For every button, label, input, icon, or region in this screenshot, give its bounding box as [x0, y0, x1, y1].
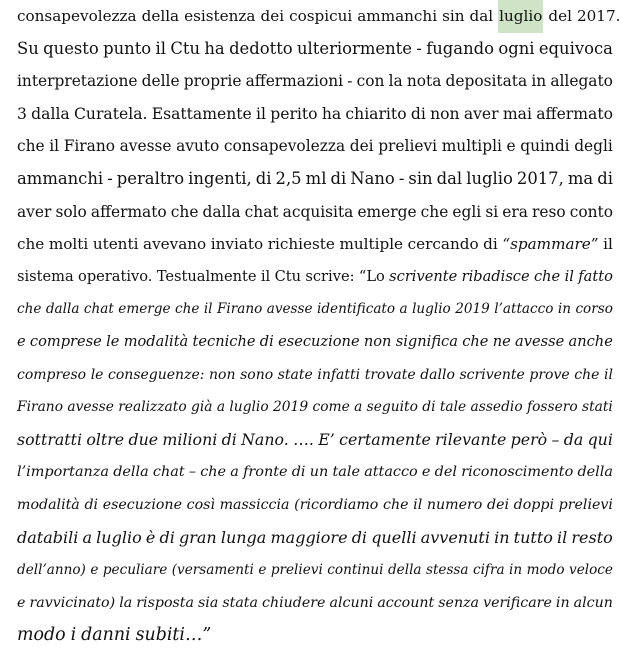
word: prelievi: [270, 562, 323, 579]
word: ingenti,: [188, 168, 252, 188]
word: 3: [17, 104, 27, 123]
word: (ricordiamo: [294, 496, 379, 513]
word: e: [258, 562, 267, 579]
word: il: [203, 301, 213, 318]
word: qui: [587, 429, 613, 449]
word: riconoscimento: [461, 464, 574, 481]
word: attacco: [364, 464, 418, 481]
word: tale: [332, 464, 360, 481]
word: di: [255, 168, 272, 188]
text-line: [17, 489, 613, 522]
word: 2,5: [275, 168, 302, 188]
word: modo: [17, 625, 66, 646]
word: è: [145, 527, 156, 547]
word: affermazioni: [245, 72, 344, 91]
word: ha: [321, 104, 342, 123]
word: utenti: [92, 235, 139, 254]
word: esecuzione: [278, 332, 360, 350]
word: di: [84, 496, 99, 513]
word: databili: [17, 527, 79, 547]
word: che: [383, 496, 409, 513]
word: perito: [270, 104, 318, 123]
word: il: [604, 366, 613, 383]
word: il: [564, 267, 574, 285]
word: verificare: [483, 594, 552, 611]
highlighted-word: luglio: [498, 0, 543, 33]
word: un: [309, 464, 329, 481]
word: la: [119, 594, 133, 611]
word: Nano: [350, 168, 395, 188]
word: seguito: [366, 399, 418, 416]
word: multiple: [339, 235, 404, 254]
word: peculiare: [102, 562, 168, 579]
word: Esattamente: [151, 104, 252, 123]
word: dei: [260, 7, 285, 25]
word: “Lo: [358, 267, 385, 285]
word: quindi: [520, 137, 570, 156]
word: chat: [83, 301, 114, 318]
word: esecuzione: [102, 496, 182, 513]
word: trovate: [364, 366, 416, 383]
word: affermato: [536, 104, 613, 123]
text-line: [17, 261, 613, 294]
word: solo: [55, 202, 87, 221]
word: Firano: [63, 137, 115, 156]
word: oltre: [86, 429, 125, 449]
word: stati: [581, 399, 613, 416]
word: di: [422, 399, 436, 416]
word: della: [113, 464, 149, 481]
text-line: [17, 359, 613, 392]
word: di: [259, 332, 274, 350]
word: era: [502, 202, 528, 221]
word: ma: [567, 168, 594, 188]
word: luglio: [412, 301, 451, 318]
word: assedio: [470, 399, 523, 416]
word: massiccia: [219, 496, 290, 513]
word: due: [128, 429, 159, 449]
word: il: [256, 104, 267, 123]
word: 2017,: [516, 168, 564, 188]
word: di: [483, 235, 498, 254]
word: ha: [204, 38, 225, 58]
word: così: [186, 496, 215, 513]
word: inviato: [210, 235, 264, 254]
word: in: [509, 562, 523, 579]
word: di: [221, 429, 237, 449]
word: Firano: [216, 301, 263, 318]
word: esistenza: [184, 7, 256, 25]
word: molti: [48, 235, 89, 254]
word: aver: [463, 104, 499, 123]
word: del: [548, 7, 572, 25]
word: il: [603, 235, 613, 254]
text-line: [17, 554, 613, 587]
word: che: [17, 137, 45, 156]
word: sia: [198, 594, 219, 611]
word: comprese: [29, 332, 102, 350]
word: -: [416, 38, 422, 58]
word: della: [577, 464, 613, 481]
word: avesse: [119, 137, 172, 156]
word: scrive:: [305, 267, 355, 285]
document-page: [17, 0, 621, 652]
word: gran: [178, 527, 217, 547]
word: da: [563, 429, 584, 449]
word: Testualmente: [156, 267, 257, 285]
text-line: [17, 65, 613, 98]
text-line: [17, 130, 613, 163]
word: modo: [526, 562, 565, 579]
word: 2019: [455, 301, 490, 318]
word: che: [174, 301, 200, 318]
word: avvenuti: [420, 527, 490, 547]
word: le: [90, 366, 104, 383]
word: dalla: [45, 301, 80, 318]
word: ne: [492, 332, 511, 350]
text-line: [17, 424, 613, 457]
word: 2017.: [576, 7, 621, 25]
text-line: [17, 293, 613, 326]
word: di: [291, 464, 306, 481]
word: che: [170, 202, 199, 221]
word: sistema: [17, 267, 74, 285]
word: di: [597, 168, 613, 188]
word: acquisita: [282, 202, 354, 221]
word: Nano.: [241, 429, 289, 449]
word: multipli: [441, 137, 502, 156]
word: consapevolezza: [223, 137, 346, 156]
word: -: [107, 168, 113, 188]
text-line: [17, 33, 613, 66]
word: Firano: [17, 399, 63, 416]
word: si: [485, 202, 499, 221]
word: che: [462, 332, 489, 350]
word: milioni: [162, 429, 218, 449]
word: però: [510, 429, 548, 449]
word: della: [141, 7, 180, 25]
word: dedotto: [229, 38, 293, 58]
word: -: [347, 72, 353, 91]
text-line: [17, 522, 613, 555]
word: avevano: [143, 235, 207, 254]
word: luglio: [466, 168, 513, 188]
word: in: [555, 594, 570, 611]
text-line: [17, 456, 613, 489]
word: egli: [452, 202, 482, 221]
word: non: [430, 104, 460, 123]
word: modalità: [123, 332, 189, 350]
word: ulteriormente: [297, 38, 412, 58]
word: compreso: [17, 366, 87, 383]
word: cospicui: [289, 7, 353, 25]
word: cercando: [407, 235, 479, 254]
word: stata: [222, 594, 258, 611]
word: depositata: [445, 72, 528, 91]
word: dal: [436, 168, 463, 188]
word: (versamenti: [171, 562, 254, 579]
word: sin: [442, 7, 465, 25]
word: chat: [152, 464, 185, 481]
word: emerge: [357, 202, 417, 221]
word: come: [312, 399, 350, 416]
word: continui: [327, 562, 384, 579]
word: stessa: [425, 562, 469, 579]
word: dell’anno): [17, 562, 86, 579]
word: tale: [439, 399, 467, 416]
word: realizzato: [118, 399, 187, 416]
word: sin: [408, 168, 433, 188]
word: la: [388, 72, 403, 91]
word: tutto: [513, 527, 553, 547]
word: luglio: [229, 399, 269, 416]
word: equivoca: [538, 38, 613, 58]
word: non: [209, 366, 236, 383]
word: Curatela.: [73, 104, 148, 123]
text-line: [17, 619, 613, 652]
word: fronte: [243, 464, 288, 481]
word: emerge: [118, 301, 171, 318]
word: e: [421, 464, 431, 481]
word: che: [574, 366, 600, 383]
word: veloce: [569, 562, 613, 579]
word: affermato: [90, 202, 167, 221]
word: l’importanza: [17, 464, 109, 481]
word: alcuni: [329, 594, 374, 611]
word: maggiore: [270, 527, 348, 547]
word: subiti…”: [135, 625, 212, 646]
word: a: [354, 399, 363, 416]
word: di: [330, 168, 347, 188]
word: a: [399, 301, 408, 318]
word: significa: [395, 332, 458, 350]
word: della: [387, 562, 422, 579]
word: corso: [575, 301, 613, 318]
word: il: [155, 38, 166, 58]
word: mai: [502, 104, 532, 123]
word: ribadisce: [461, 267, 530, 285]
word: questo: [43, 38, 99, 58]
word: certamente: [339, 429, 431, 449]
word: scrivente: [389, 267, 458, 285]
word: prelievi: [378, 137, 438, 156]
word: avesse: [515, 332, 565, 350]
word: dalla: [202, 202, 241, 221]
word: peraltro: [116, 168, 185, 188]
word: e: [17, 594, 26, 611]
word: Su: [17, 38, 39, 58]
word: a: [216, 399, 226, 416]
word: a: [230, 464, 239, 481]
word: richieste: [267, 235, 335, 254]
word: di: [410, 104, 426, 123]
word: il: [260, 267, 271, 285]
word: cifra: [472, 562, 505, 579]
word: le: [106, 332, 120, 350]
word: e: [90, 562, 99, 579]
word: prelievi: [558, 496, 613, 513]
word: già: [190, 399, 213, 416]
word: fugando: [426, 38, 494, 58]
word: avesse: [266, 301, 313, 318]
text-line: [17, 98, 613, 131]
word: interpretazione: [17, 72, 138, 91]
word: e: [17, 332, 26, 350]
word: nota: [406, 72, 442, 91]
word: che: [17, 301, 42, 318]
word: anche: [568, 332, 613, 350]
word: tecniche: [192, 332, 256, 350]
word: il: [49, 137, 60, 156]
text-line: [17, 228, 613, 261]
word: identificato: [316, 301, 396, 318]
word: reso: [531, 202, 566, 221]
word: fatto: [578, 267, 613, 285]
word: –: [551, 429, 560, 449]
word: infatti: [317, 366, 361, 383]
word: -: [398, 168, 405, 188]
word: ammanchi: [357, 7, 438, 25]
word: senza: [438, 594, 480, 611]
word: rilevante: [435, 429, 507, 449]
word: che: [17, 235, 45, 254]
word: avesse: [67, 399, 114, 416]
text-line: [17, 196, 613, 229]
word: ml: [305, 168, 327, 188]
word: di: [351, 527, 368, 547]
word: non: [363, 332, 392, 350]
word: chat: [244, 202, 279, 221]
word: dei: [349, 137, 374, 156]
word: dei: [487, 496, 510, 513]
word: quelli: [371, 527, 417, 547]
word: danni: [81, 625, 131, 646]
word: proprie: [183, 72, 242, 91]
word: avuto: [176, 137, 220, 156]
word: conseguenze:: [108, 366, 205, 383]
word: degli: [574, 137, 613, 156]
word: luglio: [96, 527, 142, 547]
word: i: [70, 625, 77, 646]
word: e: [506, 137, 516, 156]
word: con: [356, 72, 385, 91]
text-line: [17, 326, 613, 359]
word: aver: [17, 202, 52, 221]
word: dallo: [420, 366, 455, 383]
word: dal: [469, 7, 494, 25]
word: sono: [240, 366, 274, 383]
word: modalità: [17, 496, 80, 513]
word: in: [494, 527, 510, 547]
word: ogni: [498, 38, 535, 58]
text-line: [17, 0, 621, 33]
word: lunga: [220, 527, 267, 547]
word: a: [82, 527, 93, 547]
word: il: [557, 527, 568, 547]
word: conto: [569, 202, 613, 221]
word: ….: [293, 429, 314, 449]
word: dalla: [31, 104, 70, 123]
word: account: [377, 594, 435, 611]
word: che: [533, 267, 561, 285]
word: chiudere: [262, 594, 326, 611]
word: fossero: [527, 399, 578, 416]
word: E’: [318, 429, 335, 449]
word: Ctu: [274, 267, 302, 285]
word: il: [413, 496, 423, 513]
word: di: [159, 527, 175, 547]
word: operativo.: [78, 267, 153, 285]
word: in: [531, 72, 547, 91]
word: –: [188, 464, 197, 481]
word: ammanchi: [17, 168, 104, 188]
word: risposta: [136, 594, 194, 611]
word: che: [200, 464, 227, 481]
word: prove: [529, 366, 570, 383]
word: che: [420, 202, 449, 221]
word: alcun: [573, 594, 613, 611]
word: allegato: [550, 72, 613, 91]
word: in: [557, 301, 571, 318]
word: l’attacco: [494, 301, 554, 318]
word: state: [277, 366, 313, 383]
word: scrivente: [459, 366, 525, 383]
word: Ctu: [170, 38, 201, 58]
text-line: [17, 163, 613, 196]
word: doppi: [513, 496, 554, 513]
word: ravvicinato): [29, 594, 116, 611]
word: delle: [141, 72, 180, 91]
word: punto: [103, 38, 152, 58]
text-line: [17, 587, 613, 620]
word: consapevolezza: [17, 7, 137, 25]
word: “spammare”: [502, 235, 599, 254]
word: resto: [571, 527, 613, 547]
text-line: [17, 391, 613, 424]
word: del: [434, 464, 457, 481]
word: 2019: [273, 399, 309, 416]
word: sottratti: [17, 429, 83, 449]
word: numero: [426, 496, 483, 513]
word: chiarito: [345, 104, 407, 123]
